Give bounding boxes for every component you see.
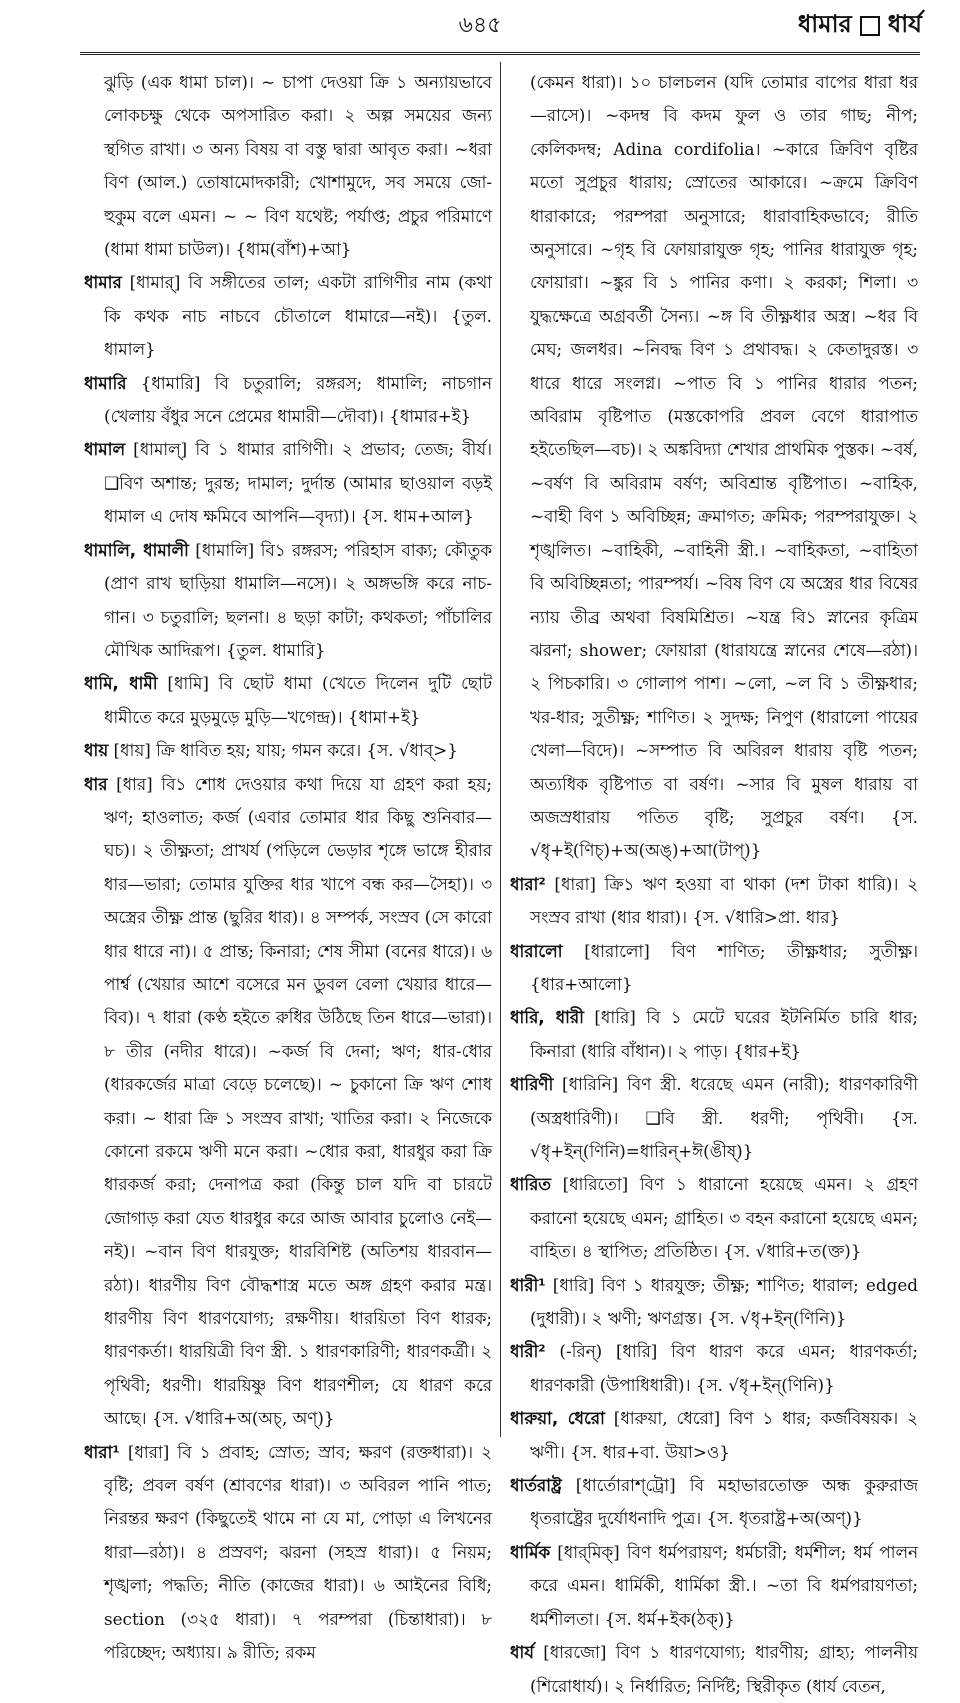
definition: [ধারা] বি ১ প্রবাহ; স্রোত; স্রাব; ক্ষরণ (রক্তধারা)। ২ বৃষ্টি; প্রবল বর্ষণ (শ্রাবণের ধারা)। ৩ অবিরল পানি পাত; নিরন্তর ক্ষরণ (কিছুতেই থামে না যে মা, পোড়া এ লিখনের ধারা—রঠা)। ৪ প্রস্রবণ; ঝরনা (সহস্র ধারা)। ৫ নিয়ম; শৃঙ্খলা; পদ্ধতি; নীতি (কাজের ধারা)। ৬ আইনের বিধি; section (৩২৫ ধারা)। ৭ পরম্পরা (চিন্তাধারা)। ৮ পরিচ্ছেদ; অধ্যায়। ৯ রীতি; রকম bbox=[104, 1441, 492, 1663]
dictionary-entry bbox=[510, 66, 918, 868]
definition: [ধারিতো] বিণ ১ ধারানো হয়েছে এমন। ২ গ্রহণ করানো হয়েছে এমন; গ্রাহিত। ৩ বহন করানো হয়েছে এমন; বাহিত। ৪ স্থাপিত; প্রতিষ্ঠিত। {স. √ধারি+ত(ক্ত)} bbox=[530, 1174, 918, 1262]
definition: [ধায়] ক্রি ধাবিত হয়; যায়; গমন করে। {স. √ধাব্>} bbox=[108, 740, 458, 761]
headword: ধারুয়া, ধেরো bbox=[510, 1408, 605, 1429]
dictionary-entry bbox=[510, 1068, 918, 1168]
headword: ধামি, ধামী bbox=[84, 673, 158, 694]
headword: ধার bbox=[84, 773, 108, 794]
headword: ধারা² bbox=[510, 873, 546, 894]
dictionary-entry bbox=[510, 1536, 918, 1636]
dictionary-entry bbox=[510, 935, 918, 1002]
definition: [ধারুয়া, ধেরো] বিণ ১ ধার; কর্জবিষয়ক। ২ ঋণী। {স. ধার+বা. উয়া>ও} bbox=[530, 1408, 918, 1462]
dictionary-entry bbox=[84, 534, 492, 668]
definition: (-রিন্) [ধারি] বিণ ধারণ করে এমন; ধারণকর্তা; ধারণকারী (উপাধিধারী)। {স. √ধৃ+ইন্(ণিনি)} bbox=[530, 1341, 918, 1395]
definition: [ধারালো] বিণ শাণিত; তীক্ষ্ণধার; সুতীক্ষ্ণ। {ধার+আলো} bbox=[530, 940, 918, 994]
right-column bbox=[510, 66, 918, 1696]
definition: [ধার্তোরাশ্‌ট্রো] বি মহাভারতোক্ত অন্ধ কুরুরাজ ধৃতরাষ্ট্রের দুর্যোধনাদি পুত্র। {স. ধৃতরাষ্ট্র+অ(অণ্)} bbox=[530, 1475, 918, 1529]
dictionary-entry bbox=[510, 1402, 918, 1469]
definition: [ধারা] ক্রি১ ঋণ হওয়া বা থাকা (দশ টাকা ধারি)। ২ সংস্রব রাখা (ধার ধারা)। {স. √ধারি>প্রা. ধার} bbox=[530, 873, 918, 928]
headword: ধামালি, ধামালী bbox=[84, 539, 189, 560]
dictionary-entry bbox=[84, 1436, 492, 1670]
definition: [ধারি] বিণ ১ ধারযুক্ত; তীক্ষ্ণ; শাণিত; ধারাল; edged (দুধারী)। ২ ঋণী; ঋণগ্রস্ত। {স. √ধৃ+ইন্(ণিনি)} bbox=[530, 1274, 918, 1329]
headword: ধারী² bbox=[510, 1341, 546, 1362]
headword: ধারিত bbox=[510, 1174, 551, 1195]
dictionary-entry bbox=[84, 66, 492, 266]
header-rule bbox=[80, 52, 920, 55]
page-number: ৬৪৫ bbox=[458, 13, 502, 38]
definition: ঝুড়ি (এক ধামা চাল)। ~ চাপা দেওয়া ক্রি ১ অন্যায়ভাবে লোকচক্ষু থেকে অপসারিত করা। ২ অল্প সময়ের জন্য স্থগিত রাখা। ৩ অন্য বিষয় বা বস্তু দ্বারা আবৃত করা। ~ধরা বিণ (আল.) তোষামোদকারী; খোশামুদে, সব সময়ে জো-হুকুম বলে এমন। ~ ~ বিণ যথেষ্ট; পর্যাপ্ত; প্রচুর পরিমাণে (ধামা ধামা চাউল)। {ধাম(বাঁশ)+আ} bbox=[104, 72, 492, 260]
headword: ধার্য bbox=[510, 1642, 534, 1663]
running-head bbox=[798, 6, 922, 46]
guide-word-first: ধামার bbox=[797, 10, 852, 38]
definition: (কেমন ধারা)। ১০ চালচলন (যদি তোমার বাপের ধারা ধর—রাসে)। ~কদম্ব বি কদম ফুল ও তার গাছ; নীপ; কেলিকদম্ব; Adina cordifolia। ~কারে ক্রিবিণ বৃষ্টির মতো সুপ্রচুর ধারায়; স্রোতের আকারে। ~ক্রমে ক্রিবিণ ধারাকারে; পরম্পরা অনুসারে; ধারাবাহিকভাবে; রীতি অনুসারে। ~গৃহ বি ফোয়ারাযুক্ত গৃহ; পানির ধারাযুক্ত গৃহ; ফোয়ারা। ~ঙ্কুর বি ১ পানির কণা। ২ করকা; শিলা। ৩ যুদ্ধক্ষেত্রে অগ্রবর্তী সৈন্য। ~ঙ্গ বি তীক্ষ্ণধার অস্ত্র। ~ধর বি মেঘ; জলধর। ~নিবদ্ধ বিণ ১ প্রথাবদ্ধ। ২ কেতাদুরস্ত। ৩ ধারে ধারে সংলগ্ন। ~পাত বি ১ পানির ধারার পতন; অবিরাম বৃষ্টিপাত (মস্তকোপরি প্রবল বেগে ধারাপাত হইতেছিল—বচ)। ২ অঙ্কবিদ্যা শেখার প্রাথমিক পুস্তক। ~বর্ষ, ~বর্ষণ বি অবিরাম বর্ষণ; অবিশ্রান্ত বৃষ্টিপাত। ~বাহিক, ~বাহী বিণ ১ অবিচ্ছিন্ন; ক্রমাগত; ক্রমিক; পরম্পরাযুক্ত। ২ শৃঙ্খলিত। ~বাহিকী, ~বাহিনী স্ত্রী.। ~বাহিকতা, ~বাহিতা বি অবিচ্ছিন্নতা; পারম্পর্য। ~বিষ বিণ যে অস্ত্রের ধার বিষের ন্যায় তীব্র অথবা বিষমিশ্রিত। ~যন্ত্র বি১ স্নানের কৃত্রিম ঝরনা; shower; ফোয়ারা (ধারাযন্ত্রে স্নানের শেষে—রঠা)। ২ পিচকারি। ৩ গোলাপ পাশ। ~লো, ~ল বি ১ তীক্ষ্ণধার; খর-ধার; সুতীক্ষ্ণ; শাণিত। ২ সুদক্ষ; নিপুণ (ধারালো পায়ের খেলা—বিদে)। ~সম্পাত বি অবিরল ধারায় বৃষ্টি পতন; অত্যধিক বৃষ্টিপাত বা বর্ষণ। ~সার বি মুষল ধারায় বা অজস্রধারায় পতিত বৃষ্টি; সুপ্রচুর বর্ষণ। {স. √ধৃ+ই(ণিচ্)+অ(অঙ্)+আ(টাপ্)} bbox=[530, 72, 918, 861]
definition: [ধামি] বি ছোট ধামা (খেতে দিলেন দুটি ছোট ধামীতে করে মুড়মুড়ে মুড়ি—খগেন্দ্র)। {ধামা+ই} bbox=[104, 673, 492, 727]
dictionary-entry bbox=[84, 768, 492, 1436]
headword: ধারা¹ bbox=[84, 1441, 120, 1462]
dictionary-entry bbox=[84, 667, 492, 734]
headword: ধামারি bbox=[84, 372, 127, 393]
dictionary-entry bbox=[510, 1636, 918, 1703]
headword: ধারি, ধারী bbox=[510, 1007, 584, 1028]
dictionary-entry bbox=[84, 367, 492, 434]
definition: [ধার্‌মিক্] বিণ ধর্মপরায়ণ; ধর্মচারী; ধর্মশীল; ধর্ম পালন করে এমন। ধার্মিকী, ধার্মিকা স্ত্রী.। ~তা বি ধর্মপরায়ণতা; ধর্মশীলতা। {স. ধর্ম+ইক(ঠক্)} bbox=[530, 1541, 918, 1629]
headword: ধার্তরাষ্ট্র bbox=[510, 1475, 562, 1496]
dictionary-entry bbox=[84, 266, 492, 366]
dictionary-entry bbox=[510, 1469, 918, 1536]
definition: [ধামাল্] বি ১ ধামার রাগিণী। ২ প্রভাব; তেজ; বীর্য। ❑বিণ অশান্ত; দুরন্ত; দামাল; দুর্দান্ত (আমার ছাওয়াল বড়ই ধামাল এ দোষ ক্ষমিবে আপনি—বৃদ্যা)। {স. ধাম+আল} bbox=[104, 439, 492, 527]
headword: ধায় bbox=[84, 740, 109, 761]
headword: ধার্মিক bbox=[510, 1541, 551, 1562]
headword: ধারী¹ bbox=[510, 1274, 546, 1295]
definition: [ধার] বি১ শোধ দেওয়ার কথা দিয়ে যা গ্রহণ করা হয়; ঋণ; হাওলাত; কর্জ (এবার তোমার ধার কিছু শুনিবার—ঘচ)। ২ তীক্ষ্ণতা; প্রাখর্য (পড়িলে ভেড়ার শৃঙ্গে ভাঙ্গে হীরার ধার—ভারা; তোমার যুক্তির ধার খাপে বন্ধ কর—সৈহা)। ৩ অস্ত্রের তীক্ষ্ণ প্রান্ত (ছুরির ধার)। ৪ সম্পর্ক, সংস্রব (সে কারো ধার ধারে না)। ৫ প্রান্ত; কিনারা; শেষ সীমা (বনের ধারে)। ৬ পার্শ্ব (খেয়ার আশে বসেরে মন ডুবল বেলা খেয়ার ধারে—বিব)। ৭ ধারা (কণ্ঠ হইতে রুধির উঠিছে তিন ধারে—ভারা)। ৮ তীর (নদীর ধারে)। ~কর্জ বি দেনা; ঋণ; ধার-ধোর (ধারকর্জের মাত্রা বেড়ে চলেছে)। ~ চুকানো ক্রি ঋণ শোধ করা। ~ ধারা ক্রি ১ সংস্রব রাখা; খাতির করা। ২ নিজেকে কোনো রকমে ঋণী মনে করা। ~ধোর করা, ধারধুর করা ক্রি ধারকর্জ করা; দেনাপত্র করা (কিন্তু চাল যদি বা চারটে জোগাড় করা যেত ধারধুর করে আজ আবার চুলোও নেই—নই)। ~বান বিণ ধারযুক্ত; ধারবিশিষ্ট (অতিশয় ধারবান—রঠা)। ধারণীয় বিণ বৌদ্ধশাস্ত্র মতে অঙ্গ গ্রহণ করার মন্ত্র। ধারণীয় বিণ ধারণযোগ্য; রক্ষণীয়। ধারয়িতা বিণ ধারক; ধারণকর্তা। ধারয়িত্রী বিণ স্ত্রী. ১ ধারণকারিণী; ধারণকর্ত্রী। ২ পৃথিবী; ধরণী। ধারয়িষ্ণু বিণ ধারণশীল; যে ধারণ করে আছে। {স. √ধারি+অ(অচ্, অণ্)} bbox=[104, 773, 492, 1429]
dictionary-entry bbox=[84, 734, 492, 767]
separator-box-icon bbox=[860, 16, 880, 36]
dictionary-entry bbox=[510, 1001, 918, 1068]
definition: [ধামালি] বি১ রঙ্গরস; পরিহাস বাক্য; কৌতুক (প্রাণ রাখ ছাড়িয়া ধামালি—নসে)। ২ অঙ্গভঙ্গি করে নাচ-গান। ৩ চতুরালি; ছলনা। ৪ ছড়া কাটা; কথকতা; পাঁচালির মৌখিক আদিরূপ। {তুল. ধামারি} bbox=[104, 539, 492, 660]
headword: ধারালো bbox=[510, 940, 563, 961]
guide-word-last: ধার্য bbox=[887, 10, 922, 38]
dictionary-entry bbox=[510, 868, 918, 935]
dictionary-entry bbox=[84, 433, 492, 533]
headword: ধারিণী bbox=[510, 1074, 554, 1095]
dictionary-entry bbox=[510, 1335, 918, 1402]
definition: [ধারজো] বিণ ১ ধারণযোগ্য; ধারণীয়; গ্রাহ্য; পালনীয় (শিরোধার্য)। ২ নির্ধারিত; নির্দিষ্ট; স্থিরীকৃত (ধার্য বেতন, bbox=[530, 1642, 918, 1696]
definition: [ধারি] বি ১ মেটে ঘরের ইটনির্মিত চারি ধার; কিনারা (ধারি বাঁধান)। ২ পাড়। {ধার+ই} bbox=[530, 1007, 918, 1061]
column-divider bbox=[500, 62, 501, 1437]
definition: [ধারিনি] বিণ স্ত্রী. ধরেছে এমন (নারী); ধারণকারিণী (অস্ত্রধারিণী)। ❑বি স্ত্রী. ধরণী; পৃথিবী। {স. √ধৃ+ইন্(ণিনি)=ধারিন্+ঈ(ঙীষ্)} bbox=[530, 1074, 918, 1161]
headword: ধামাল bbox=[84, 439, 125, 460]
definition: {ধামারি] বি চতুরালি; রঙ্গরস; ধামালি; নাচগান (খেলায় বঁধুর সনে প্রেমের ধামারী—দৌবা)। {ধামার+ই} bbox=[104, 372, 492, 427]
dictionary-entry bbox=[510, 1168, 918, 1268]
headword: ধামার bbox=[84, 272, 122, 293]
dictionary-entry bbox=[510, 1269, 918, 1336]
definition: [ধামার্] বি সঙ্গীতের তাল; একটা রাগিণীর নাম (কথা কি কথক নাচ নাচবে চৌতালে ধামারে—নই)। {তুল. ধামাল} bbox=[104, 272, 492, 360]
left-column bbox=[84, 66, 492, 1663]
